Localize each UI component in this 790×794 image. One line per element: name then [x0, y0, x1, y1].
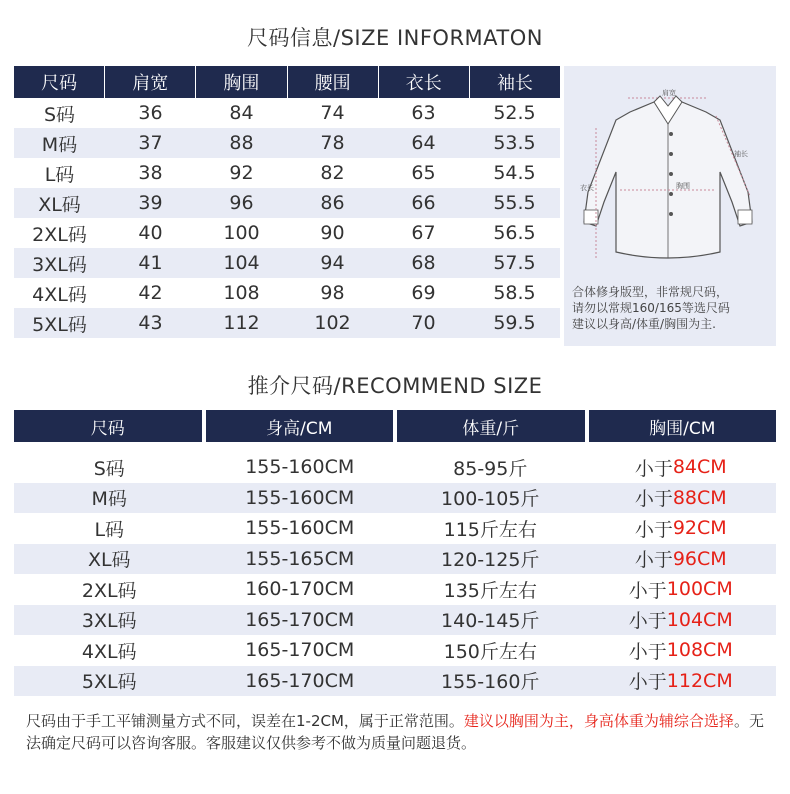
size-header-cell: 衣长 [379, 66, 469, 98]
table-cell: 115斤左右 [443, 518, 537, 541]
chest-value: 112CM [666, 669, 733, 692]
table-cell: 40 [138, 222, 163, 244]
table-cell: 112 [223, 312, 260, 334]
table-row [14, 544, 776, 575]
chest-prefix: 小于 [634, 457, 673, 480]
table-cell: 65 [411, 162, 436, 184]
chest-prefix: 小于 [628, 579, 667, 602]
chest-value: 96CM [672, 547, 727, 570]
table-row [14, 452, 776, 483]
table-cell: 69 [411, 282, 436, 304]
recommend-header-cell: 尺码 [14, 410, 202, 442]
table-row [14, 278, 560, 308]
table-cell: 3XL码 [32, 253, 87, 276]
table-cell: 90 [320, 222, 345, 244]
table-cell: 55.5 [493, 192, 536, 214]
table-cell: 104 [223, 252, 260, 274]
recommend-table-body [14, 452, 776, 696]
chest-prefix: 小于 [634, 549, 673, 572]
table-cell: 155-160斤 [441, 671, 540, 694]
table-cell: 85-95斤 [453, 457, 528, 480]
size-header-cell: 胸围 [196, 66, 286, 98]
size-table [14, 66, 560, 338]
table-cell: 5XL码 [81, 671, 137, 694]
table-cell: 94 [320, 252, 345, 274]
chest-value: 108CM [666, 639, 733, 662]
table-cell: 78 [320, 132, 345, 154]
table-row [14, 98, 560, 128]
table-row [14, 308, 560, 338]
table-row [14, 666, 776, 697]
chest-prefix: 小于 [628, 610, 667, 633]
table-cell: 2XL码 [81, 579, 137, 602]
chest-value: 84CM [672, 456, 727, 479]
footer-text: 。无法确定尺码可以咨询客服。客服建议仅供参考不做为质量问题退货。 [26, 712, 764, 752]
table-cell: 96 [229, 192, 254, 214]
size-info-title: 尺码信息/SIZE INFORMATON [247, 26, 543, 50]
footer-highlight: 建议以胸围为主，身高体重为辅综合选择 [463, 712, 734, 730]
table-cell: 67 [411, 222, 436, 244]
shirt-note-line: 合体修身版型，非常规尺码， [572, 285, 729, 299]
table-cell: M码 [41, 133, 78, 156]
recommend-table-header [14, 410, 776, 442]
recommend-header-cell: 身高/CM [206, 410, 394, 442]
table-cell: 155-165CM [245, 547, 355, 570]
footer-note [26, 710, 776, 754]
table-cell: 53.5 [493, 132, 536, 154]
table-cell: 165-170CM [245, 639, 355, 662]
table-cell: 100 [223, 222, 260, 244]
table-cell: 84 [229, 102, 254, 124]
chest-cell [586, 452, 777, 483]
table-cell: 59.5 [493, 312, 536, 334]
chest-cell [586, 635, 777, 666]
table-cell: 57.5 [493, 252, 536, 274]
table-cell: 41 [138, 252, 163, 274]
shirt-note [572, 284, 772, 332]
chest-cell [586, 513, 777, 544]
table-cell: 4XL码 [32, 283, 87, 306]
table-cell: 155-160CM [245, 456, 355, 479]
table-cell: 66 [411, 192, 436, 214]
table-cell: 36 [138, 102, 163, 124]
chest-value: 88CM [672, 486, 727, 509]
table-cell: S码 [93, 457, 125, 480]
chest-value: 100CM [666, 578, 733, 601]
table-cell: 70 [411, 312, 436, 334]
table-row [14, 218, 560, 248]
table-cell: 52.5 [493, 102, 536, 124]
table-cell: 150斤左右 [443, 640, 537, 663]
table-cell: L码 [44, 163, 75, 186]
table-cell: 56.5 [493, 222, 536, 244]
table-cell: 37 [138, 132, 163, 154]
shirt-note-line: 请勿以常规160/165等选尺码 [572, 301, 730, 315]
chest-prefix: 小于 [628, 640, 667, 663]
chest-value: 92CM [672, 517, 727, 540]
chest-label: 胸围 [676, 182, 690, 190]
recommend-table [14, 410, 776, 696]
chest-cell [586, 483, 777, 514]
table-cell: 82 [320, 162, 345, 184]
chest-prefix: 小于 [634, 488, 673, 511]
chest-prefix: 小于 [634, 518, 673, 541]
table-cell: M码 [91, 488, 127, 511]
table-cell: 140-145斤 [441, 610, 540, 633]
table-cell: 2XL码 [32, 223, 87, 246]
table-row [14, 158, 560, 188]
chest-cell [586, 605, 777, 636]
chest-cell [586, 544, 777, 575]
table-cell: 68 [411, 252, 436, 274]
table-cell: 92 [229, 162, 254, 184]
table-row [14, 513, 776, 544]
size-header-cell: 袖长 [470, 66, 560, 98]
shoulder-label: 肩宽 [662, 89, 676, 97]
sleeve-label: 袖长 [734, 150, 748, 158]
size-header-cell: 腰围 [288, 66, 378, 98]
table-cell: 165-170CM [245, 608, 355, 631]
table-cell: XL码 [38, 193, 81, 216]
table-cell: 135斤左右 [443, 579, 537, 602]
table-cell: 38 [138, 162, 163, 184]
recommend-header-cell: 体重/斤 [397, 410, 585, 442]
size-table-body [14, 98, 560, 338]
size-table-header [14, 66, 560, 98]
table-row [14, 483, 776, 514]
size-header-cell: 尺码 [14, 66, 104, 98]
table-cell: 42 [138, 282, 163, 304]
table-cell: 100-105斤 [441, 488, 540, 511]
table-cell: 4XL码 [81, 640, 137, 663]
table-cell: 54.5 [493, 162, 536, 184]
table-cell: 165-170CM [245, 669, 355, 692]
recommend-header-cell: 胸围/CM [589, 410, 777, 442]
table-row [14, 605, 776, 636]
table-cell: 120-125斤 [441, 549, 540, 572]
table-cell: XL码 [87, 549, 131, 572]
table-cell: 98 [320, 282, 345, 304]
chest-prefix: 小于 [628, 671, 667, 694]
table-cell: 155-160CM [245, 517, 355, 540]
table-cell: 74 [320, 102, 345, 124]
table-row [14, 574, 776, 605]
table-cell: 3XL码 [81, 610, 137, 633]
table-cell: 160-170CM [245, 578, 355, 601]
chest-cell [586, 574, 777, 605]
table-row [14, 128, 560, 158]
length-label: 衣长 [580, 184, 594, 192]
table-cell: 155-160CM [245, 486, 355, 509]
shirt-diagram-panel [564, 66, 776, 346]
chest-cell [586, 666, 777, 697]
table-cell: 58.5 [493, 282, 536, 304]
table-cell: 108 [223, 282, 260, 304]
footer-text: 尺码由于手工平铺测量方式不同，误差在1-2CM，属于正常范围。 [26, 712, 464, 730]
table-cell: 39 [138, 192, 163, 214]
table-row [14, 635, 776, 666]
table-cell: L码 [94, 518, 125, 541]
shirt-diagram [570, 72, 770, 277]
table-row [14, 248, 560, 278]
table-row [14, 188, 560, 218]
size-header-cell: 肩宽 [105, 66, 195, 98]
table-cell: 64 [411, 132, 436, 154]
table-cell: 43 [138, 312, 163, 334]
table-cell: 5XL码 [32, 313, 87, 336]
table-cell: 102 [314, 312, 351, 334]
table-cell: 88 [229, 132, 254, 154]
table-cell: 86 [320, 192, 345, 214]
shirt-note-line: 建议以身高/体重/胸围为主. [572, 317, 716, 331]
table-cell: 63 [411, 102, 436, 124]
chest-value: 104CM [666, 608, 733, 631]
recommend-size-title: 推介尺码/RECOMMEND SIZE [247, 374, 543, 398]
table-cell: S码 [43, 103, 76, 126]
